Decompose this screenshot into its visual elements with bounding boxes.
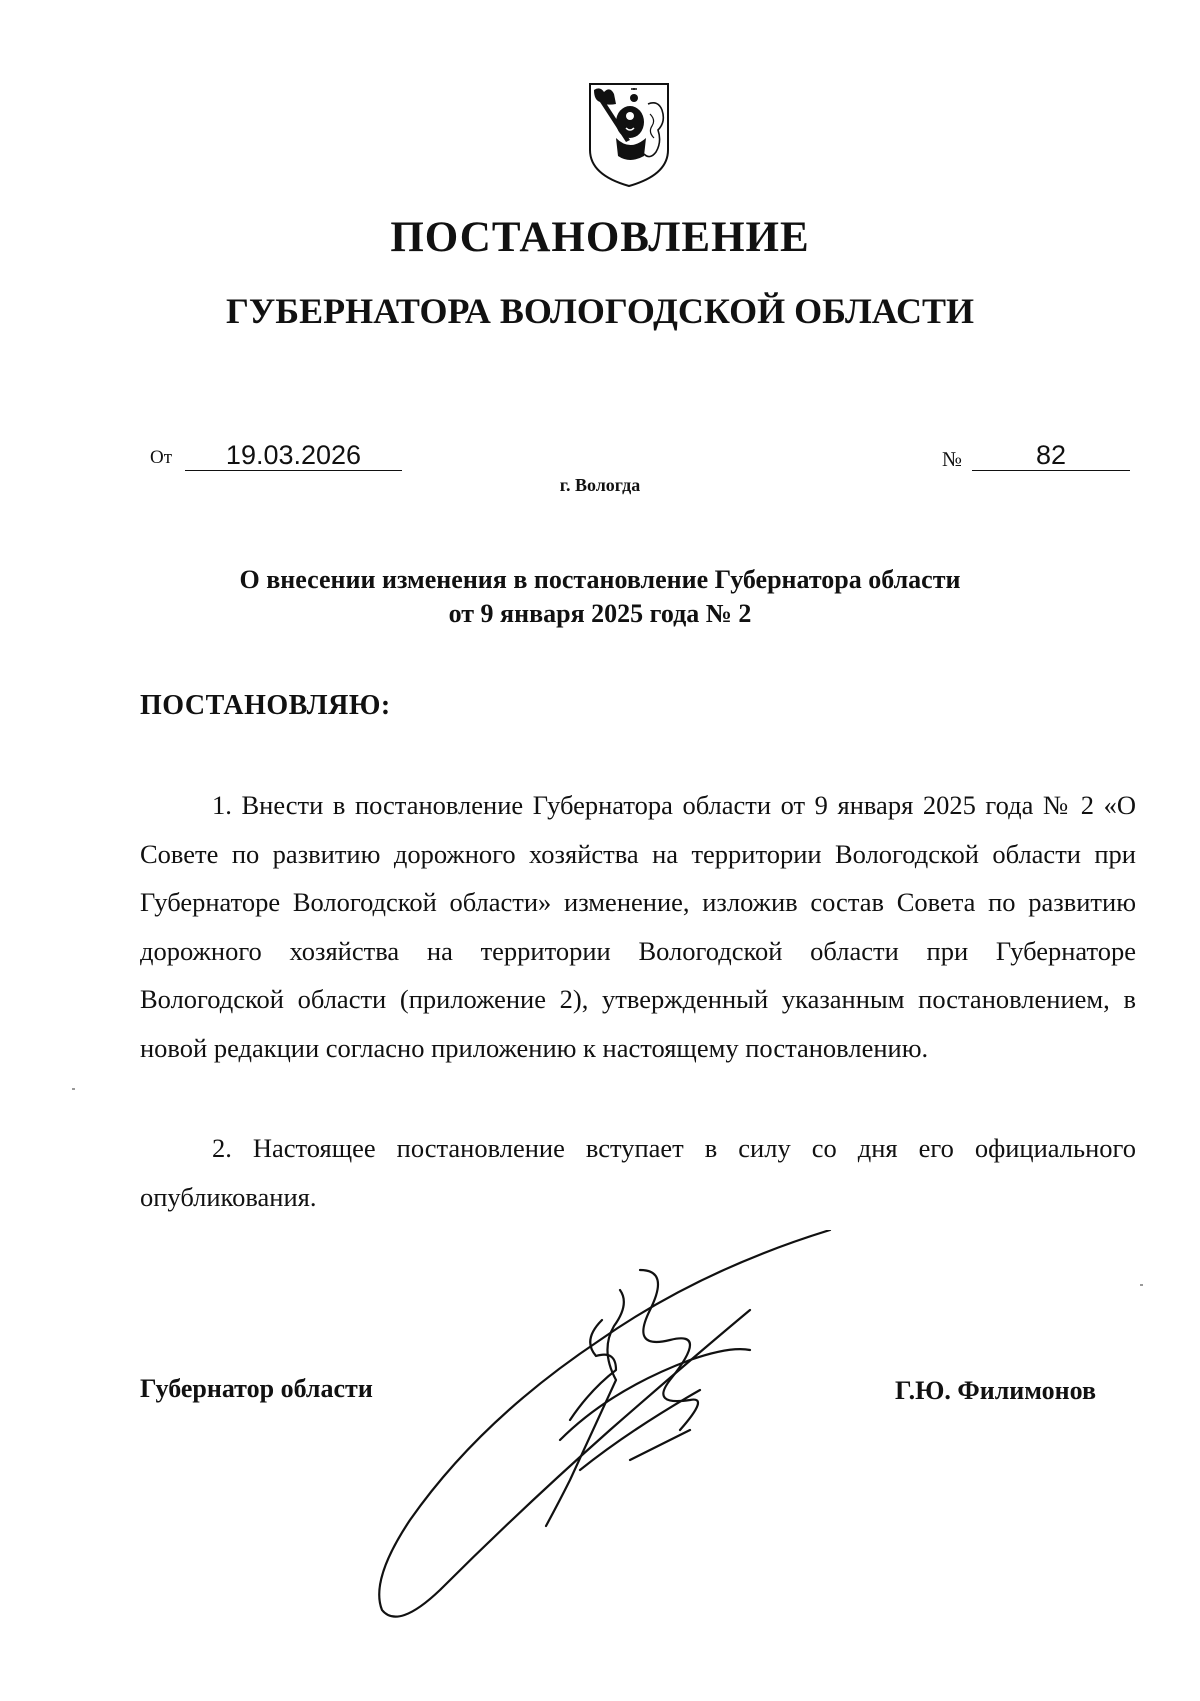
subject-line-1: О внесении изменения в постановление Губернатора области (239, 565, 961, 594)
document-subject (0, 563, 1200, 631)
date-prefix: От (150, 447, 173, 468)
document-title: ПОСТАНОВЛЕНИЕ (390, 214, 810, 261)
document-number: 82 (972, 440, 1130, 471)
body-paragraph-2: 2. Настоящее постановление вступает в силу со дня его официального опубликования. (140, 1133, 1136, 1212)
document-date: 19.03.2026 (185, 440, 402, 471)
resolve-heading: ПОСТАНОВЛЯЮ: (140, 690, 391, 721)
vologda-coat-of-arms-icon (586, 80, 672, 190)
number-prefix: № (942, 447, 963, 471)
signatory-role: Губернатор области (140, 1374, 373, 1403)
document-issuer: ГУБЕРНАТОРА ВОЛОГОДСКОЙ ОБЛАСТИ (225, 291, 975, 331)
signatory-name: Г.Ю. Филимонов (895, 1376, 1097, 1405)
scan-artifact (72, 1088, 75, 1090)
subject-line-2: от 9 января 2025 года № 2 (448, 599, 752, 628)
scan-artifact (1140, 1284, 1143, 1286)
handwritten-signature-icon (370, 1230, 930, 1620)
body-paragraph-1: 1. Внести в постановление Губернатора области от 9 января 2025 года № 2 «О Совете по развитию дорожного хозяйства на территории Вологодской области при Губернаторе Вологодской области» изменение, изложив состав Совета по развитию дорожного хозяйства на территории Вологодской области при Губернаторе Вологодской области (приложение 2), утвержденный указанным постановлением, в новой редакции согласно приложению к настоящему постановлению. (140, 790, 1136, 1063)
document-city: г. Вологда (559, 475, 641, 495)
